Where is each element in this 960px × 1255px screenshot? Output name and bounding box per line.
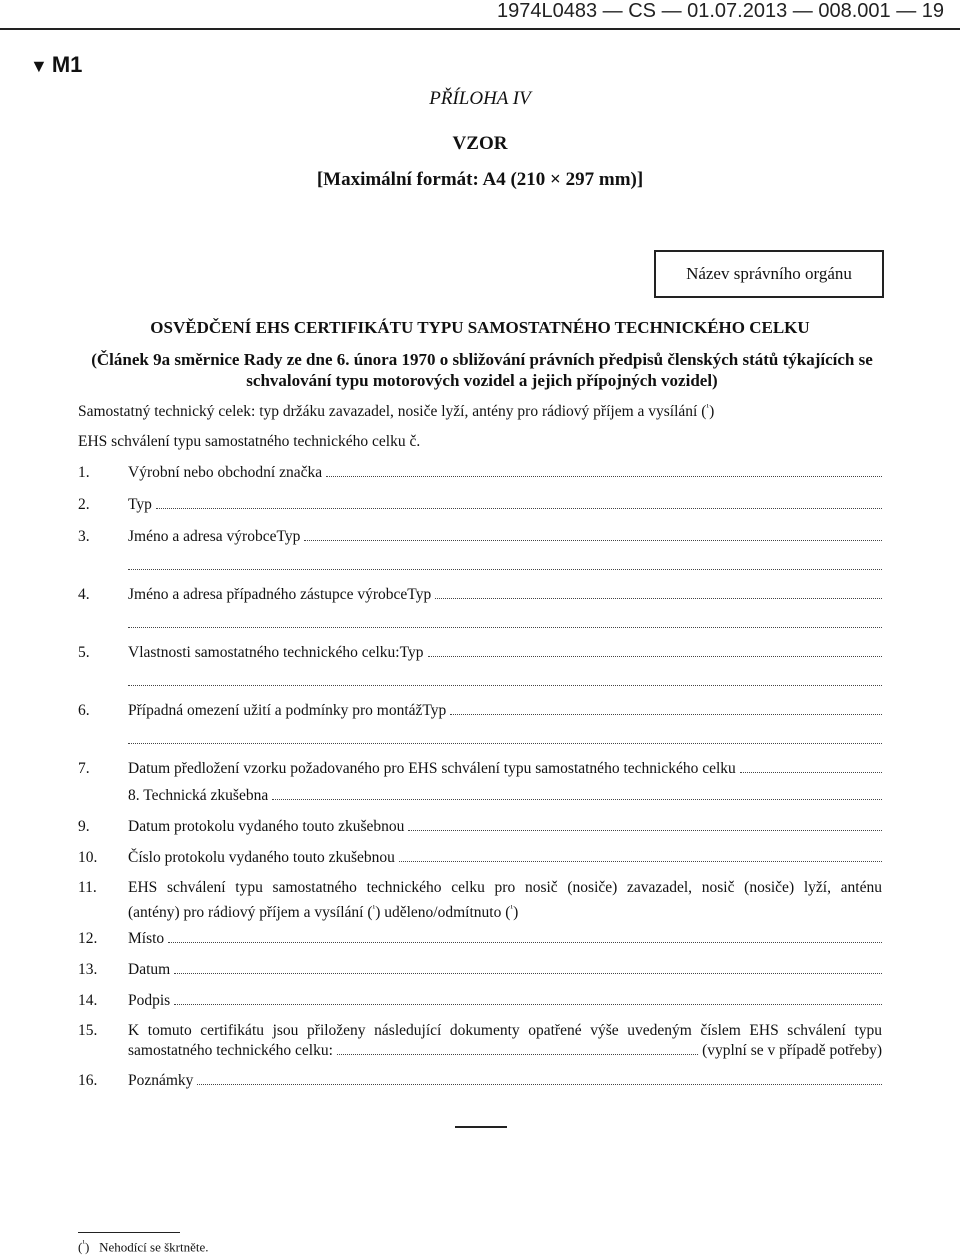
certificate-title: OSVĚDČENÍ EHS CERTIFIKÁTU TYPU SAMOSTATNÉHO TECHNICKÉHO CELKU [150,318,810,337]
template-label: VZOR [452,133,508,154]
item-number: 16. [78,1072,98,1089]
document-reference: 1974L0483 — CS — 01.07.2013 — 008.001 — 19 [497,0,944,22]
item-label: Jméno a adresa případného zástupce výrobceTyp [128,586,432,603]
item-label: Podpis [128,992,171,1009]
fill-line[interactable] [128,669,882,686]
fill-line[interactable] [326,475,882,477]
amendment-marker [30,52,82,78]
amendment-label: M1 [51,52,83,77]
item-number: 7. [78,760,90,777]
item-text-line-1: K tomuto certifikátu jsou přiloženy následující dokumenty opatřené výše uvedeným číslem EHS schválení typu [128,1022,882,1039]
item-label: Místo [128,930,165,947]
fill-line[interactable] [740,771,882,773]
fill-line[interactable] [174,1003,882,1005]
annex-title: PŘÍLOHA IV [429,88,531,109]
footnote-text: Nehodící se škrtněte. [99,1239,209,1255]
item-label: Vlastnosti samostatného technického celku:Typ [128,644,424,661]
unit-line [78,402,882,421]
fill-line[interactable] [399,860,882,862]
item-number: 15. [78,1022,98,1039]
footnote-ref: ¹ [510,903,514,913]
fill-line[interactable] [128,611,882,628]
fill-line[interactable] [128,727,882,744]
unit-line-footnote-ref: ¹ [706,402,710,412]
item-number: 13. [78,961,98,978]
item-number: 6. [78,702,90,719]
unit-line-close: ) [709,403,715,421]
authority-box [654,250,884,298]
item-label: Výrobní nebo obchodní značka [128,464,323,481]
item-label: Typ [128,496,152,513]
article-reference: (Článek 9a směrnice Rady ze dne 6. února 1970 o sbližování právních předpisů členských států týkajících se schvalování typu motorových vozidel a jejich přípojných vozidel) [91,350,873,390]
unit-line-text: Samostatný technický celek: typ držáku zavazadel, nosiče lyží, antény pro rádiový příjem a vysílání ( [78,403,707,421]
footnote-rule [78,1232,180,1233]
item-number: 10. [78,849,98,866]
item-number: 12. [78,930,98,947]
item-number: 14. [78,992,98,1009]
item-number: 11. [78,879,97,896]
item-label: Datum předložení vzorku požadovaného pro EHS schválení typu samostatného technického celku [128,760,736,777]
item-text-line-1: EHS schválení typu samostatného technického celku pro nosič (nosiče) zavazadel, nosič (nosiče) lyží, anténu [128,879,882,896]
fill-line[interactable] [450,713,882,715]
fill-line[interactable] [435,597,882,599]
fill-line[interactable] [128,553,882,570]
header-rule [0,28,960,30]
approval-line: EHS schválení typu samostatného technického celku č. [78,433,421,450]
item-number: 5. [78,644,90,661]
footnote-mark: ¹ [82,1238,86,1248]
item-label: Datum [128,961,171,978]
item-number: 3. [78,528,90,545]
item-number: 9. [78,818,90,835]
format-note: [Maximální formát: A4 (210 × 297 mm)] [316,169,644,190]
end-rule [455,1126,507,1128]
authority-box-label: Název správního orgánu [686,264,852,283]
item-text-line-2: (antény) pro rádiový příjem a vysílání ($^{^1}$) uděleno/odmítnuto ($^{^1}$) [128,903,519,922]
item-text-line-2: samostatného technického celku: (vyplní se v případě potřeby) [128,1042,882,1059]
fill-line[interactable] [428,655,883,657]
fill-line[interactable] [408,829,882,831]
item-label: Poznámky [128,1072,194,1089]
fill-line[interactable] [174,972,882,974]
triangle-down-icon: ▼ [30,56,48,76]
fill-line[interactable] [197,1083,882,1085]
item-label: Jméno a adresa výrobceTyp [128,528,301,545]
fill-line[interactable] [156,507,882,509]
fill-line[interactable] [304,539,882,541]
fill-line[interactable] [337,1053,698,1055]
item-label: 8. Technická zkušebna [128,787,269,804]
footnote: ($^{^1}$) Nehodící se škrtněte. [78,1238,209,1255]
item-number: 4. [78,586,90,603]
fill-line[interactable] [168,941,882,943]
fill-line[interactable] [272,798,882,800]
footnote-ref: ¹ [372,903,376,913]
item-label: Číslo protokolu vydaného touto zkušebnou [128,849,395,866]
item-label: Datum protokolu vydaného touto zkušebnou [128,818,405,835]
item-number: 2. [78,496,90,513]
item-label: Případná omezení užití a podmínky pro montážTyp [128,702,447,719]
item-number: 1. [78,464,90,481]
